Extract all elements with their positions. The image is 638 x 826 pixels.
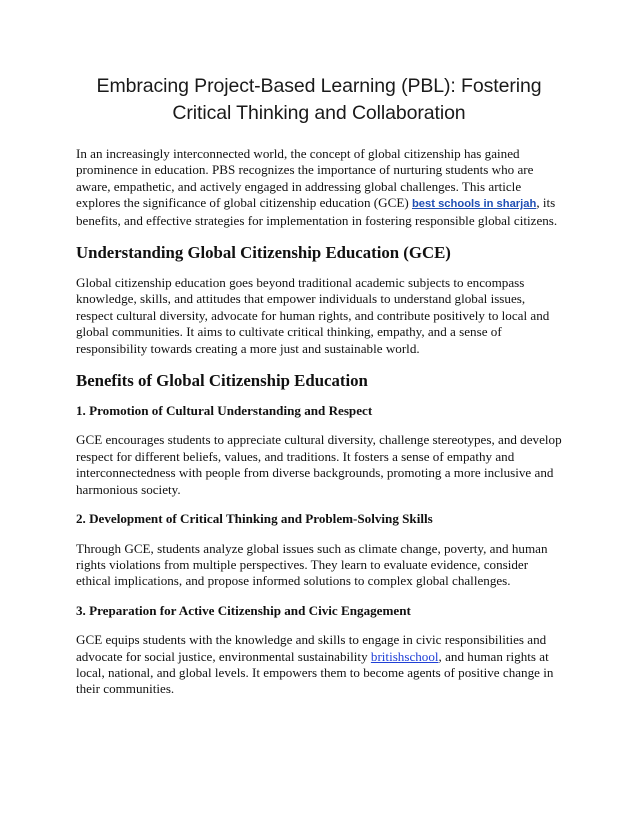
body-critical-thinking: Through GCE, students analyze global issues such as climate change, poverty, and human rights violations from multiple perspectives. They learn to evaluate evidence, consider ethical implications, and propose informed solutions to complex global challenges. bbox=[76, 540, 548, 589]
subheading-cultural-understanding: 1. Promotion of Cultural Understanding and Respect bbox=[76, 403, 373, 419]
page-title: Embracing Project-Based Learning (PBL): Fostering Critical Thinking and Collaboration bbox=[96, 75, 542, 124]
section-heading-understanding-gce: Understanding Global Citizenship Education (GCE) bbox=[76, 243, 451, 263]
intro-text-after-link: , its benefits, and effective strategies for implementation in fostering responsible global citizens. bbox=[76, 195, 558, 228]
subheading-active-citizenship: 3. Preparation for Active Citizenship and Civic Engagement bbox=[76, 602, 411, 618]
section-heading-benefits: Benefits of Global Citizenship Education bbox=[76, 371, 368, 391]
britishschool-link[interactable]: britishschool bbox=[370, 648, 439, 664]
subheading-critical-thinking: 2. Development of Critical Thinking and Problem-Solving Skills bbox=[76, 511, 433, 527]
best-schools-link[interactable]: best schools in sharjah bbox=[411, 198, 537, 211]
active-citizenship-text-after-link: , and human rights at local, national, and global levels. It empowers them to become agents of positive change in their communities. bbox=[76, 648, 554, 697]
body-active-citizenship bbox=[76, 632, 562, 698]
body-cultural-understanding: GCE encourages students to appreciate cultural diversity, challenge stereotypes, and develop respect for different beliefs, values, and traditions. It fosters a sense of empathy and interconnectedness with people from diverse backgrounds, promoting a more inclusive and harmonious society. bbox=[76, 432, 562, 497]
active-citizenship-text-before-link: GCE equips students with the knowledge and skills to engage in civic responsibilities and advocate for social justice, environmental sustainability bbox=[76, 632, 547, 664]
intro-text-before-link: In an increasingly interconnected world, the concept of global citizenship has gained prominence in education. PBS recognizes the importance of nurturing students who are aware, empathetic, and actively engaged in addressing global challenges. This article explores the significance of global citizenship education (GCE) bbox=[76, 146, 534, 211]
intro-paragraph bbox=[76, 146, 562, 229]
section-body-understanding-gce: Global citizenship education goes beyond traditional academic subjects to encompass knowledge, skills, and attitudes that empower individuals to understand global issues, respect cultural diversity, advocate for human rights, and contribute positively to local and global communities. It aims to cultivate critical thinking, empathy, and a sense of responsibility towards creating a more just and sustainable world. bbox=[76, 275, 550, 356]
